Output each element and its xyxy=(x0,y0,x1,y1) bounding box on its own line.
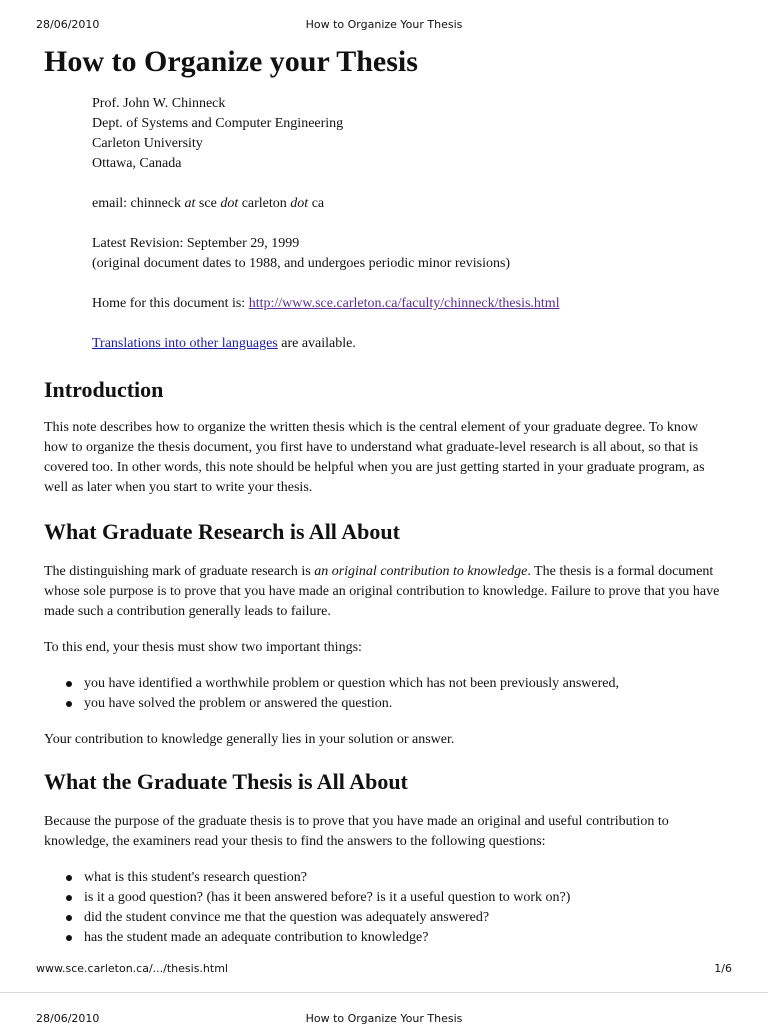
author-name: Prof. John W. Chinneck xyxy=(92,96,226,111)
author-email: email: chinneck at sce dot carleton dot ca xyxy=(92,196,325,211)
home-link[interactable]: http://www.sce.carleton.ca/faculty/chinneck/thesis.html xyxy=(248,296,560,311)
header-date: 28/06/2010 xyxy=(36,18,100,31)
list-item: you have identified a worthwhile problem or question which has not been previously answered, xyxy=(84,674,724,694)
thesis-heading: What the Graduate Thesis is All About xyxy=(44,769,408,794)
intro-heading: Introduction xyxy=(44,377,164,402)
footer-url: www.sce.carleton.ca/.../thesis.html xyxy=(36,962,228,975)
author-block xyxy=(92,94,724,354)
page-number: 1/6 xyxy=(714,962,732,975)
document-title: How to Organize your Thesis xyxy=(44,45,418,78)
translations-line: Translations into other languages are available. xyxy=(92,336,356,351)
list-item: is it a good question? (has it been answered before? is it a useful question to work on?) xyxy=(84,888,724,908)
page-footer xyxy=(36,962,732,978)
header-title: How to Organize Your Thesis xyxy=(305,18,463,31)
list-item: has the student made an adequate contribution to knowledge? xyxy=(84,928,724,948)
list-item: did the student convince me that the question was adequately answered? xyxy=(84,908,724,928)
research-heading: What Graduate Research is All About xyxy=(44,519,400,544)
revision-note: (original document dates to 1988, and undergoes periodic minor revisions) xyxy=(92,256,511,271)
page-header xyxy=(36,18,732,34)
next-header-date: 28/06/2010 xyxy=(36,1012,100,1025)
list-item: you have solved the problem or answered the question. xyxy=(84,694,724,714)
research-paragraph-1: The distinguishing mark of graduate research is an original contribution to knowledge. The thesis is a formal document whose sole purpose is to prove that you have made an original contribution to knowledge. Failure to prove that you have made such a contribution generally leads to failure. xyxy=(44,564,720,619)
translations-link[interactable]: Translations into other languages xyxy=(92,336,278,351)
research-list xyxy=(44,674,724,714)
thesis-question-list xyxy=(44,868,724,948)
author-dept: Dept. of Systems and Computer Engineering xyxy=(92,116,344,131)
home-line: Home for this document is: http://www.sce.carleton.ca/faculty/chinneck/thesis.html xyxy=(92,296,560,311)
intro-text: This note describes how to organize the written thesis which is the central element of your graduate degree. To know how to organize the thesis document, you first have to understand what graduate-level research is all about, so that is covered too. In other words, this note should be helpful when you are just getting started in your graduate program, as well as later when you start to write your thesis. xyxy=(44,420,705,495)
page-divider xyxy=(0,992,768,993)
thesis-paragraph-1: Because the purpose of the graduate thesis is to prove that you have made an original and useful contribution to knowledge, the examiners read your thesis to find the answers to the following questions: xyxy=(44,814,669,849)
document-body xyxy=(44,44,724,948)
revision-date: Latest Revision: September 29, 1999 xyxy=(92,236,300,251)
author-university: Carleton University xyxy=(92,136,203,151)
author-location: Ottawa, Canada xyxy=(92,156,182,171)
research-paragraph-3: Your contribution to knowledge generally lies in your solution or answer. xyxy=(44,732,455,747)
list-item: what is this student's research question? xyxy=(84,868,724,888)
next-header-title: How to Organize Your Thesis xyxy=(305,1012,463,1025)
research-paragraph-2: To this end, your thesis must show two important things: xyxy=(44,640,362,655)
next-page-header xyxy=(36,1012,732,1028)
